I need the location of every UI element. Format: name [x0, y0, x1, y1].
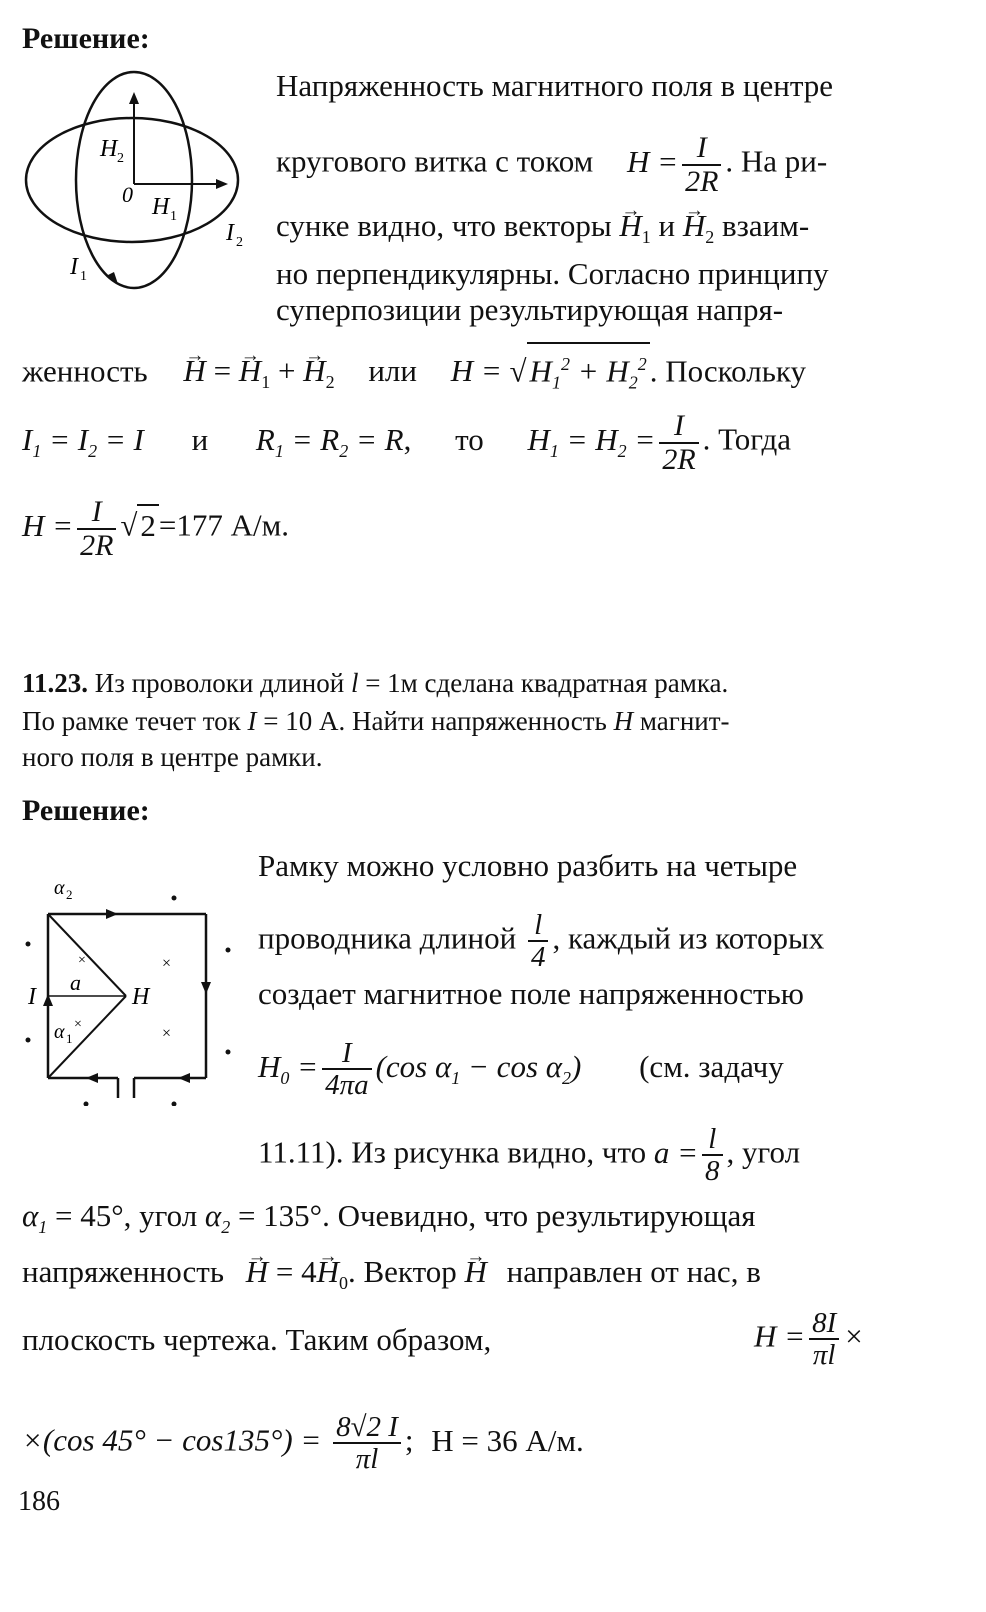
sol1-line6-or: или — [368, 353, 417, 389]
page-number: 186 — [18, 1486, 60, 1517]
sol1-line1: Напряженность магнитного поля в центре — [276, 68, 834, 103]
task-line3: ного поля в центре рамки. — [22, 742, 323, 772]
sol2-line6-tail: = 135°. Очевидно, что результирующая — [237, 1198, 756, 1233]
svg-text:a: a — [70, 970, 81, 995]
sol2-line1: Рамку можно условно разбить на четыре — [258, 848, 798, 883]
svg-text:1: 1 — [170, 209, 177, 224]
svg-text:I: I — [70, 254, 78, 280]
svg-text:×: × — [162, 955, 172, 972]
task-text2-tail: магнит- — [639, 706, 730, 736]
sol2-line5-text: 11.11). Из рисунка видно, что — [258, 1134, 647, 1170]
solution-heading-1: Решение: — [22, 22, 150, 55]
svg-text:×: × — [78, 953, 86, 968]
sol2-line4: $H_0$ = $\frac{I}{4\pi a}$ (cos $\alpha_1 - \cos \alpha_2$) (см. задачу — [258, 1037, 784, 1102]
sol2-line4-tail: (см. задачу — [639, 1048, 784, 1084]
svg-text:I: I — [226, 220, 234, 246]
sol1-line3-text: сунке видно, что векторы — [276, 208, 612, 243]
sol1-line5: суперпозиции результирующая напря- — [276, 292, 784, 327]
sol1-line7-and: и — [191, 421, 209, 457]
sol1-line7-then: то — [455, 421, 484, 457]
sol2-line7-tail: направлен от нас, в — [506, 1254, 761, 1289]
sol2-line8-formula: H = $\frac{8I}{\pi l}$ × — [754, 1307, 865, 1372]
sol1-line7: $I_1 = I_2 = I$ и $R_1 = R_2 = R$, то $H_1 = H_2$ = $\frac{I}{2R}$ . Тогда — [22, 409, 791, 476]
sol1-line6-tail: . Поскольку — [649, 353, 806, 389]
task-text2-mid: = 10 А. Найти напряженность — [263, 706, 607, 736]
task-number: 11.23. — [22, 668, 89, 698]
sol1-line6-text: женность — [22, 353, 148, 389]
task-text1: Из проволоки длиной — [94, 668, 345, 698]
sol2-line2-text: проводника длиной — [258, 920, 517, 956]
sol2-line5: 11.11). Из рисунка видно, что a = $\frac{l}{8}$ , угол — [258, 1123, 801, 1188]
sol2-line8: плоскость чертежа. Таким образом, — [22, 1322, 492, 1357]
task-text1-tail: = 1м сделана квадратная рамка. — [365, 668, 729, 698]
sol2-line6-text: = 45°, угол — [55, 1198, 198, 1233]
sol2-line6: $\alpha_1 = 45^\circ$, угол $\alpha_2 = 135^\circ$. Очевидно, что результирующая — [22, 1198, 756, 1238]
svg-text:1: 1 — [80, 269, 87, 284]
svg-text:α: α — [54, 877, 65, 899]
sol2-line2: проводника длиной $\frac{l}{4}$ , каждый из которых — [258, 909, 825, 974]
sol2-line9: ×(cos 45° − cos135°) = $\frac{8√2 I}{\pi l}$ ; H = 36 А/м. — [22, 1411, 584, 1476]
sol2-line3: создает магнитное поле напряженностью — [258, 976, 804, 1011]
sol2-line7-mid: . Вектор — [347, 1254, 457, 1289]
sol1-line3: сунке видно, что векторы → $H_1$ $и \to H_2$ взаим- — [276, 206, 809, 257]
sol1-result: H = $\frac{I}{2R}$ √2=177 А/м. — [22, 495, 290, 562]
sol1-line7-tail: . Тогда — [702, 421, 791, 457]
sol1-line3-tail: взаим- — [722, 208, 810, 243]
sol1-result-value: =177 А/м. — [158, 507, 290, 543]
sol2-line7: напряженность → $H = 4\to H_0$. Вектор → H направлен от нас, в — [22, 1252, 761, 1303]
sol2-line7-text: напряженность — [22, 1254, 224, 1289]
sol1-line2 — [276, 132, 827, 197]
svg-text:2: 2 — [66, 887, 73, 902]
task-text2: По рамке течет ток — [22, 706, 241, 736]
svg-text:α: α — [54, 1021, 65, 1043]
task-line2: По рамке течет ток I = 10 А. Найти напряженность H магнит- — [22, 706, 730, 736]
formula-h-loop: H = $\frac{I}{2R}$ — [627, 144, 725, 179]
sol1-line2-tail: . На ри- — [725, 143, 828, 179]
svg-text:1: 1 — [66, 1031, 73, 1046]
sol1-line6: женность → H = → $H_1$ + → $H_2$ или $H = √H_1^2 + H_2^2$. Поскольку — [22, 342, 806, 403]
svg-text:×: × — [74, 1017, 82, 1032]
svg-text:2: 2 — [117, 151, 124, 166]
svg-text:H: H — [100, 136, 118, 162]
figure-crossed-loops — [22, 68, 262, 298]
sol2-line9-expr: ×(cos 45° − cos135°) = — [22, 1422, 322, 1458]
svg-text:H: H — [152, 194, 170, 220]
sol1-line4: но перпендикулярны. Согласно принципу — [276, 256, 829, 291]
sol1-line2-text: кругового витка с током — [276, 143, 594, 179]
solution-heading-2: Решение: — [22, 794, 150, 827]
sol2-line9-sep: ; — [404, 1422, 414, 1458]
figure-square-frame — [18, 866, 246, 1106]
svg-text:×: × — [162, 1025, 172, 1042]
svg-text:H: H — [132, 984, 150, 1010]
sol1-line3-and: и — [658, 208, 676, 243]
task-line1: 11.23. Из проволоки длиной l = 1м сделана квадратная рамка. — [22, 668, 729, 698]
sol2-line2-tail: , каждый из которых — [552, 920, 825, 956]
sol2-line5-tail: , угол — [726, 1134, 801, 1170]
svg-text:0: 0 — [122, 182, 133, 207]
sol2-line9-result: H = 36 А/м. — [431, 1422, 584, 1458]
svg-text:I: I — [28, 984, 36, 1010]
svg-text:2: 2 — [236, 235, 243, 250]
